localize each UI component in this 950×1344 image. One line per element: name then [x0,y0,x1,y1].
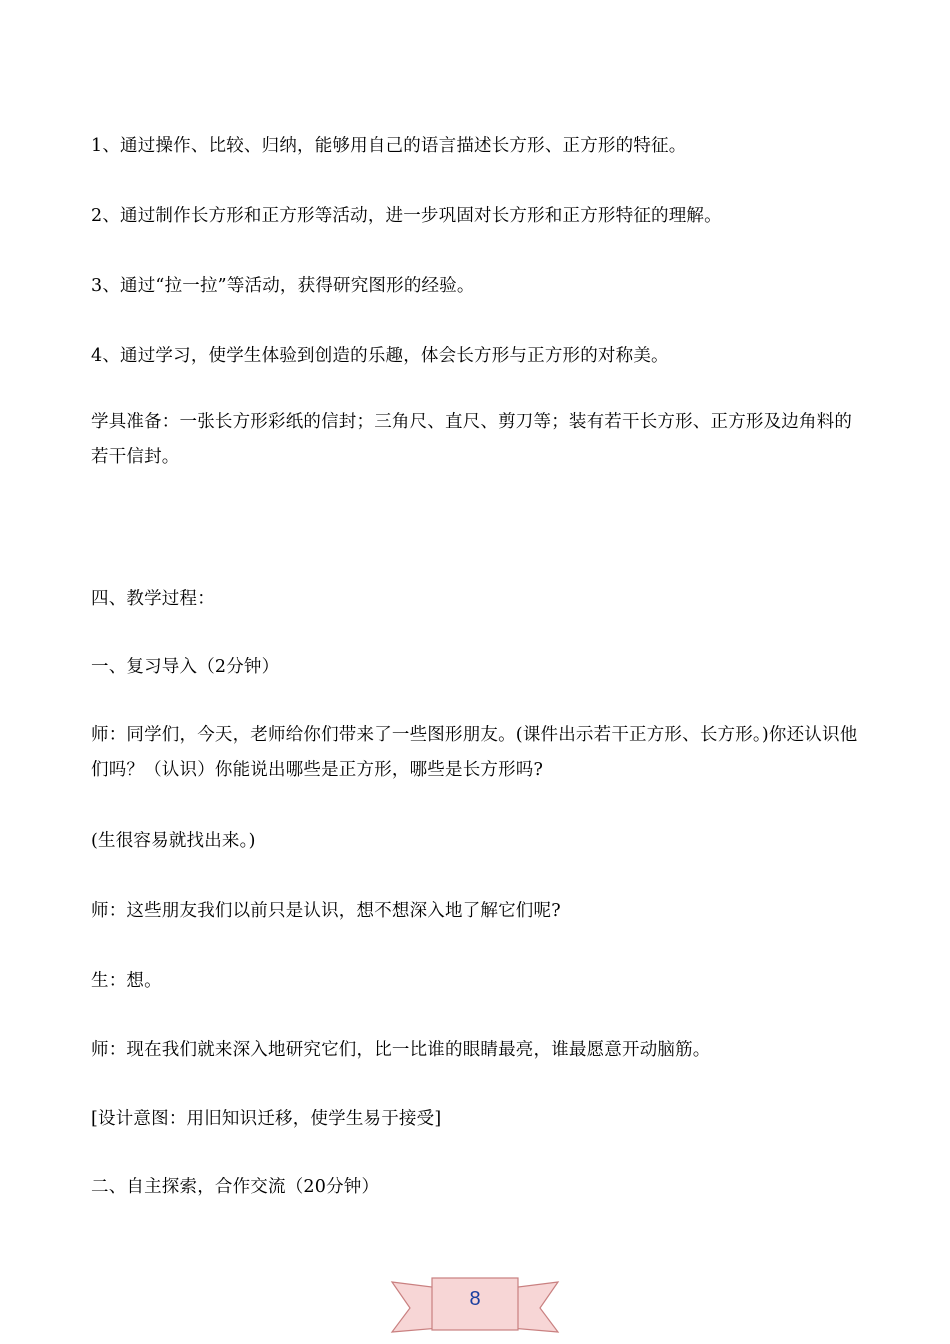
teacher-dialogue-1: 师：同学们，今天，老师给你们带来了一些图形朋友。(课件出示若干正方形、长方形。)你还认识他们吗？（认识）你能说出哪些是正方形，哪些是长方形吗? [91,725,858,780]
teacher-dialogue-3: 师：现在我们就来深入地研究它们，比一比谁的眼睛最亮，谁最愿意开动脑筋。 [91,1040,711,1060]
objective-4: 4、通过学习，使学生体验到创造的乐趣，体会长方形与正方形的对称美。 [91,346,669,366]
student-dialogue-1: (生很容易就找出来。) [91,831,256,851]
page-number-badge [388,1270,562,1340]
design-note: [设计意图：用旧知识迁移，使学生易于接受] [91,1109,442,1129]
page-number: 8 [469,1288,481,1310]
objective-2: 2、通过制作长方形和正方形等活动，进一步巩固对长方形和正方形特征的理解。 [91,206,722,226]
step2-title: 二、自主探索，合作交流（20分钟） [91,1177,380,1197]
materials-paragraph: 学具准备：一张长方形彩纸的信封；三角尺、直尺、剪刀等；装有若干长方形、正方形及边角料的若干信封。 [91,412,853,467]
objective-1: 1、通过操作、比较、归纳，能够用自己的语言描述长方形、正方形的特征。 [91,136,687,156]
student-dialogue-2: 生：想。 [91,971,162,991]
process-heading: 四、教学过程： [91,589,215,609]
objective-3: 3、通过“拉一拉”等活动，获得研究图形的经验。 [91,276,475,296]
step1-title: 一、复习导入（2分钟） [91,657,280,677]
teacher-dialogue-2: 师：这些朋友我们以前只是认识，想不想深入地了解它们呢? [91,901,561,921]
